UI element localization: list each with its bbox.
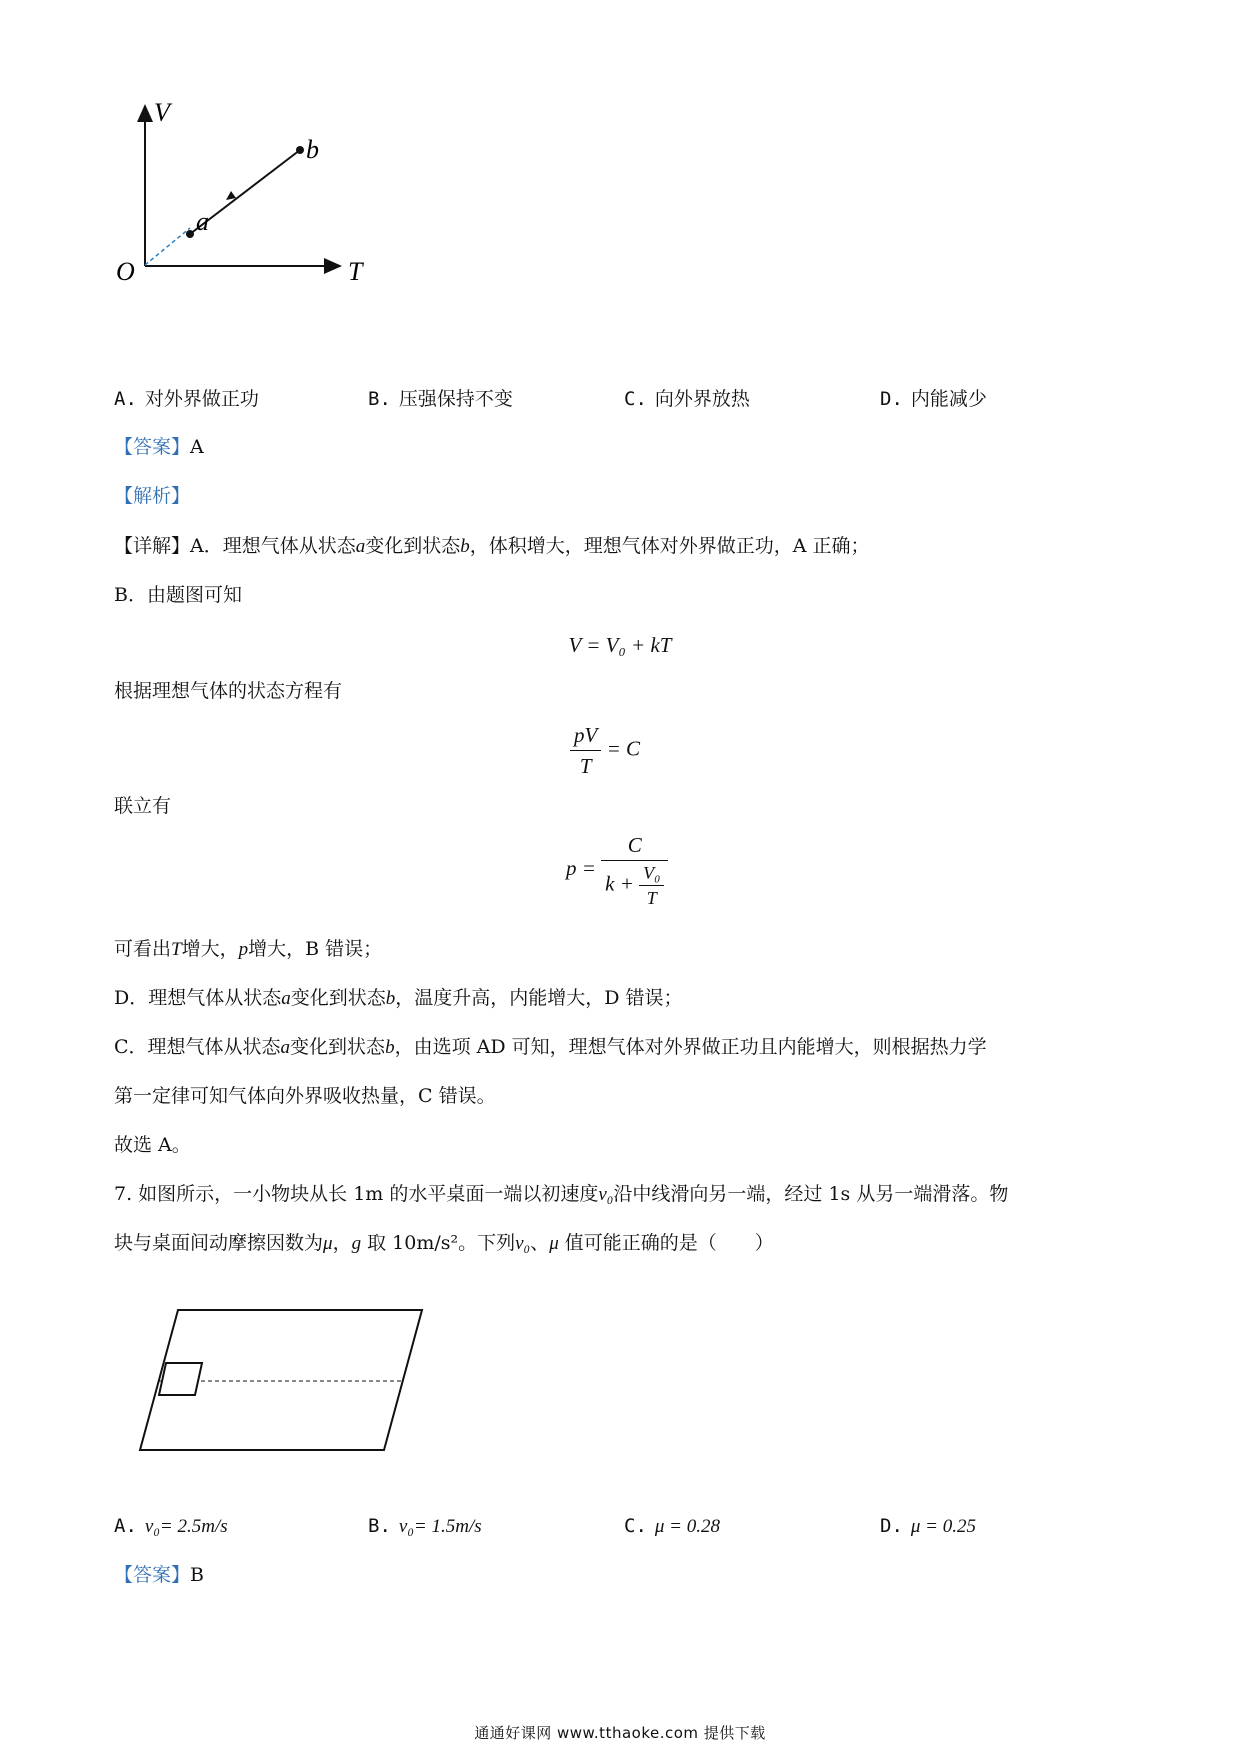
- q6-answer: 【答案】A: [114, 436, 204, 458]
- q6-detail-c-cont: 第一定律可知气体向外界吸收热量，C 错误。: [114, 1085, 496, 1107]
- q7-option-c: C. μ = 0.28: [624, 1515, 720, 1537]
- extrapolation-dashed-line: [145, 228, 190, 265]
- q6-option-b: B. 压强保持不变: [368, 388, 513, 410]
- q6-detail-a: 【详解】A．理想气体从状态a变化到状态b，体积增大，理想气体对外界做正功，A 正确；: [114, 535, 870, 557]
- q6-option-c: C. 向外界放热: [624, 388, 750, 410]
- q7-stem-line1: 7. 如图所示，一小物块从长 1m 的水平桌面一端以初速度v₀沿中线滑向另一端，经过 1s 从另一端滑落。物: [114, 1183, 1009, 1205]
- direction-arrow-icon: [226, 191, 236, 200]
- axis-y-label: V: [154, 98, 170, 127]
- page-footer: 通通好课网 www.tthaoke.com 提供下载: [474, 1724, 766, 1742]
- vt-graph-figure: [110, 98, 380, 318]
- point-b: [296, 146, 304, 154]
- point-b-label: b: [306, 135, 319, 164]
- q6-detail-d: D．理想气体从状态a变化到状态b，温度升高，内能增大，D 错误；: [114, 987, 683, 1009]
- equation-v-linear: V = V₀ + kT: [568, 633, 672, 657]
- q7-answer: 【答案】B: [114, 1564, 204, 1586]
- q6-detail-c: C．理想气体从状态a变化到状态b，由选项 AD 可知，理想气体对外界做正功且内能增大，则根据热力学: [114, 1036, 987, 1058]
- equation-ideal-gas: $\frac{pV}{T}$ = C: [570, 720, 640, 781]
- tabletop-figure: [130, 1300, 430, 1470]
- origin-label: O: [116, 257, 135, 286]
- combine-intro: 联立有: [114, 795, 172, 817]
- q7-option-b: B. v₀= 1.5m/s: [368, 1515, 482, 1537]
- q6-analysis-tag: 【解析】: [114, 485, 191, 507]
- q6-detail-b-intro: B．由题图可知: [114, 584, 242, 606]
- equation-pressure: p = C k + $\frac{\text{V₀}}{T}$: [566, 830, 668, 910]
- q6-option-d: D. 内能减少: [880, 388, 987, 410]
- conclusion-b: 可看出T增大，p增大，B 错误；: [114, 938, 383, 960]
- point-a: [186, 230, 194, 238]
- point-a-label: a: [196, 207, 209, 236]
- q6-option-a: A. 对外界做正功: [114, 388, 259, 410]
- q6-final: 故选 A。: [114, 1134, 191, 1156]
- small-block: [159, 1363, 202, 1395]
- state-equation-intro: 根据理想气体的状态方程有: [114, 680, 343, 702]
- axis-x-label: T: [348, 257, 363, 286]
- q7-stem-line2: 块与桌面间动摩擦因数为μ，g 取 10m/s²。下列v₀、μ 值可能正确的是（ ）: [114, 1232, 774, 1254]
- q7-option-d: D. μ = 0.25: [880, 1515, 976, 1537]
- q7-option-a: A. v₀= 2.5m/s: [114, 1515, 228, 1537]
